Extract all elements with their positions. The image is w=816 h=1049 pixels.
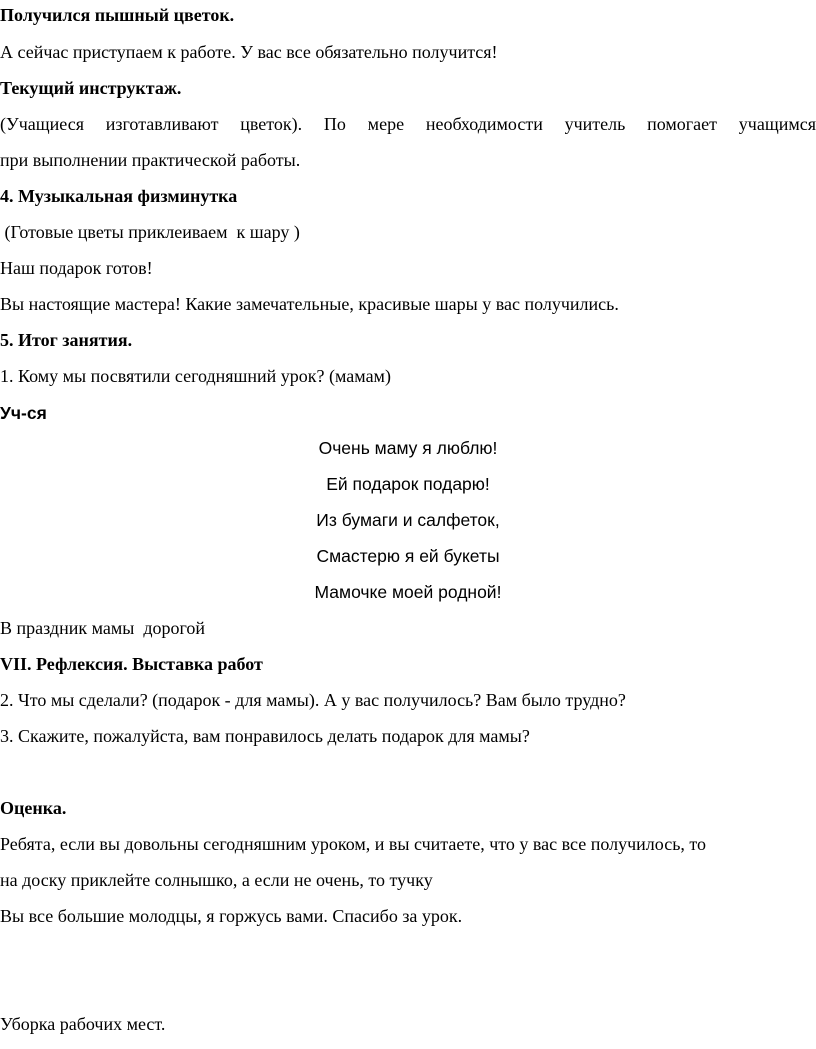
heading-reflection: VII. Рефлексия. Выставка работ (0, 654, 263, 674)
closing-text: Вы все большие молодцы, я горжусь вами. Спасибо за урок. (0, 906, 463, 926)
poem-line: Смастерю я ей букеты (316, 546, 500, 566)
question-1: 1. Кому мы посвятили сегодняшний урок? (мамам) (0, 366, 391, 386)
poem-end: В праздник мамы дорогой (0, 618, 206, 638)
poem-line: Мамочке моей родной! (314, 582, 502, 602)
poem-line: Ей подарок подарю! (326, 474, 490, 494)
gift-ready-text: Наш подарок готов! (0, 258, 153, 278)
question-2: 2. Что мы сделали? (подарок - для мамы). А у вас получилось? Вам было трудно? (0, 690, 626, 710)
instruction-line-1: (Учащиеся изготавливают цветок). По мере необходимости учитель помогает учащимся (0, 114, 816, 134)
masters-text: Вы настоящие мастера! Какие замечательные, красивые шары у вас получились. (0, 294, 619, 314)
instruction-line-2: при выполнении практической работы. (0, 150, 301, 170)
question-3: 3. Скажите, пожалуйста, вам понравилось делать подарок для мамы? (0, 726, 530, 746)
heading-summary: 5. Итог занятия. (0, 330, 133, 350)
heading-instruction: Текущий инструктаж. (0, 78, 182, 98)
cleanup-text: Уборка рабочих мест. (0, 1014, 166, 1034)
heading-music: 4. Музыкальная физминутка (0, 186, 238, 206)
music-note: (Готовые цветы приклеиваем к шару ) (0, 222, 300, 242)
poem-line: Очень маму я люблю! (318, 438, 498, 458)
poem-line: Из бумаги и салфеток, (316, 510, 500, 530)
heading-flower: Получился пышный цветок. (0, 5, 235, 25)
grade-line-2: на доску приклейте солнышко, а если не очень, то тучку (0, 870, 433, 890)
intro-text: А сейчас приступаем к работе. У вас все обязательно получится! (0, 42, 498, 62)
students-label: Уч-ся (0, 403, 47, 423)
heading-grade: Оценка. (0, 798, 67, 818)
grade-line-1: Ребята, если вы довольны сегодняшним уроком, и вы считаете, что у вас все получилось, то (0, 834, 707, 854)
